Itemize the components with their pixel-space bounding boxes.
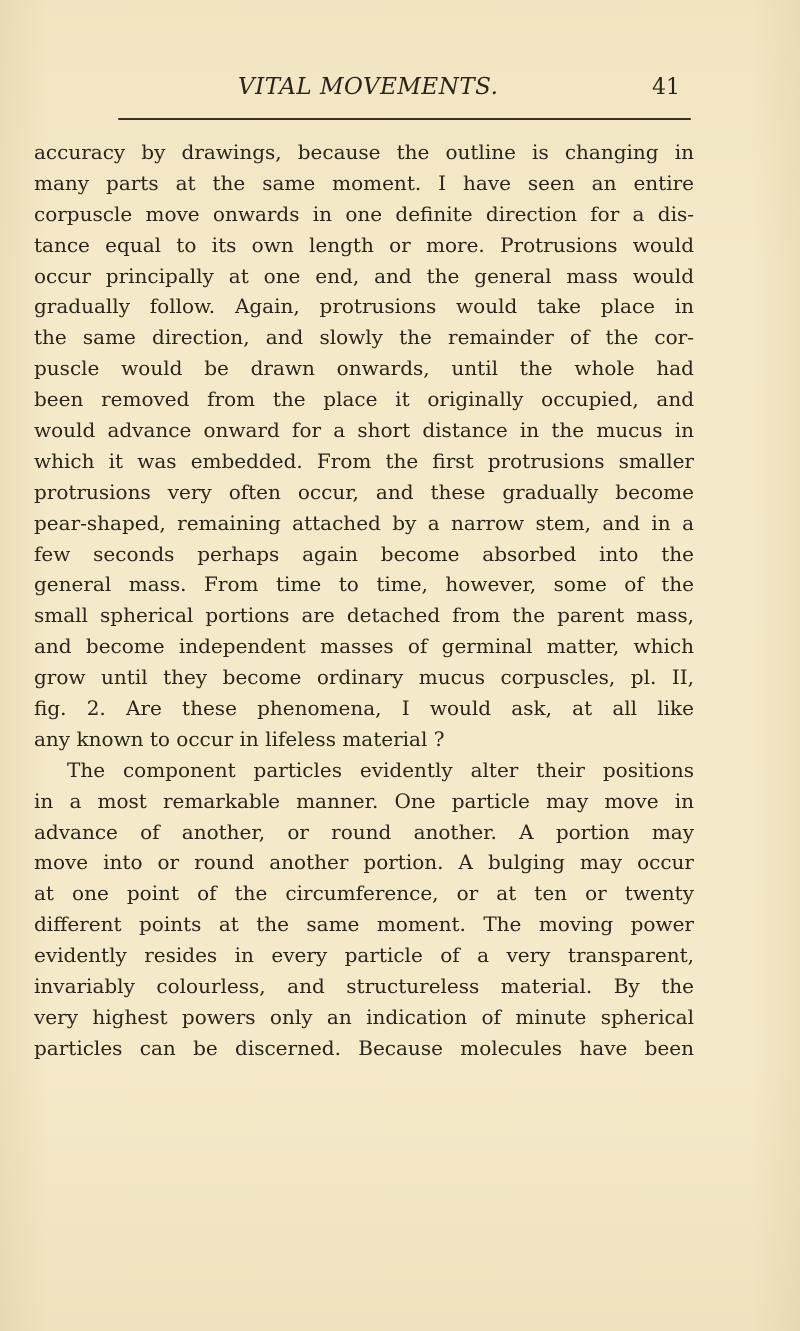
text-line: general mass. From time to time, however, some of the bbox=[34, 572, 694, 597]
text-line: particles can be discerned. Because molecules have been bbox=[34, 1035, 694, 1060]
running-title: VITAL MOVEMENTS. bbox=[238, 74, 499, 100]
running-head bbox=[0, 74, 800, 108]
text-line: in a most remarkable manner. One particle may move in bbox=[34, 788, 694, 813]
header-rule bbox=[118, 118, 691, 120]
text-line: puscle would be drawn onwards, until the whole had bbox=[34, 356, 694, 381]
text-line: advance of another, or round another. A portion may bbox=[34, 819, 694, 844]
text-line: which it was embedded. From the first protrusions smaller bbox=[34, 448, 694, 473]
text-line: been removed from the place it originally occupied, and bbox=[34, 387, 694, 412]
text-line: protrusions very often occur, and these gradually become bbox=[34, 479, 694, 504]
text-line: accuracy by drawings, because the outline is changing in bbox=[34, 140, 694, 164]
text-line: pear-shaped, remaining attached by a narrow stem, and in a bbox=[34, 510, 694, 535]
text-line: at one point of the circumference, or at ten or twenty bbox=[34, 881, 694, 906]
text-line: evidently resides in every particle of a very transparent, bbox=[34, 943, 694, 968]
text-line: small spherical portions are detached from the parent mass, bbox=[34, 603, 694, 628]
text-line: would advance onward for a short distance in the mucus in bbox=[34, 418, 694, 443]
text-line: the same direction, and slowly the remainder of the cor- bbox=[34, 325, 694, 350]
paragraph-first-line: The component particles evidently alter their positions bbox=[67, 757, 694, 782]
text-line: gradually follow. Again, protrusions would take place in bbox=[34, 294, 694, 319]
page-number: 41 bbox=[652, 75, 680, 100]
text-line: different points at the same moment. The moving power bbox=[34, 912, 694, 937]
body-text bbox=[34, 137, 694, 1064]
text-line: tance equal to its own length or more. Protrusions would bbox=[34, 232, 694, 257]
text-line: fig. 2. Are these phenomena, I would ask, at all like bbox=[34, 696, 694, 721]
text-line: occur principally at one end, and the general mass would bbox=[34, 263, 694, 288]
text-line: move into or round another portion. A bulging may occur bbox=[34, 850, 694, 875]
text-line: corpuscle move onwards in one definite direction for a dis- bbox=[34, 201, 694, 226]
text-line: and become independent masses of germinal matter, which bbox=[34, 634, 694, 659]
text-line: invariably colourless, and structureless material. By the bbox=[34, 974, 694, 999]
text-line: many parts at the same moment. I have seen an entire bbox=[34, 170, 694, 195]
text-line: few seconds perhaps again become absorbed into the bbox=[34, 541, 694, 566]
text-line: very highest powers only an indication of minute spherical bbox=[34, 1004, 694, 1029]
paragraph-end-line: any known to occur in lifeless material ? bbox=[34, 726, 445, 751]
text-line: grow until they become ordinary mucus corpuscles, pl. II, bbox=[34, 665, 694, 690]
